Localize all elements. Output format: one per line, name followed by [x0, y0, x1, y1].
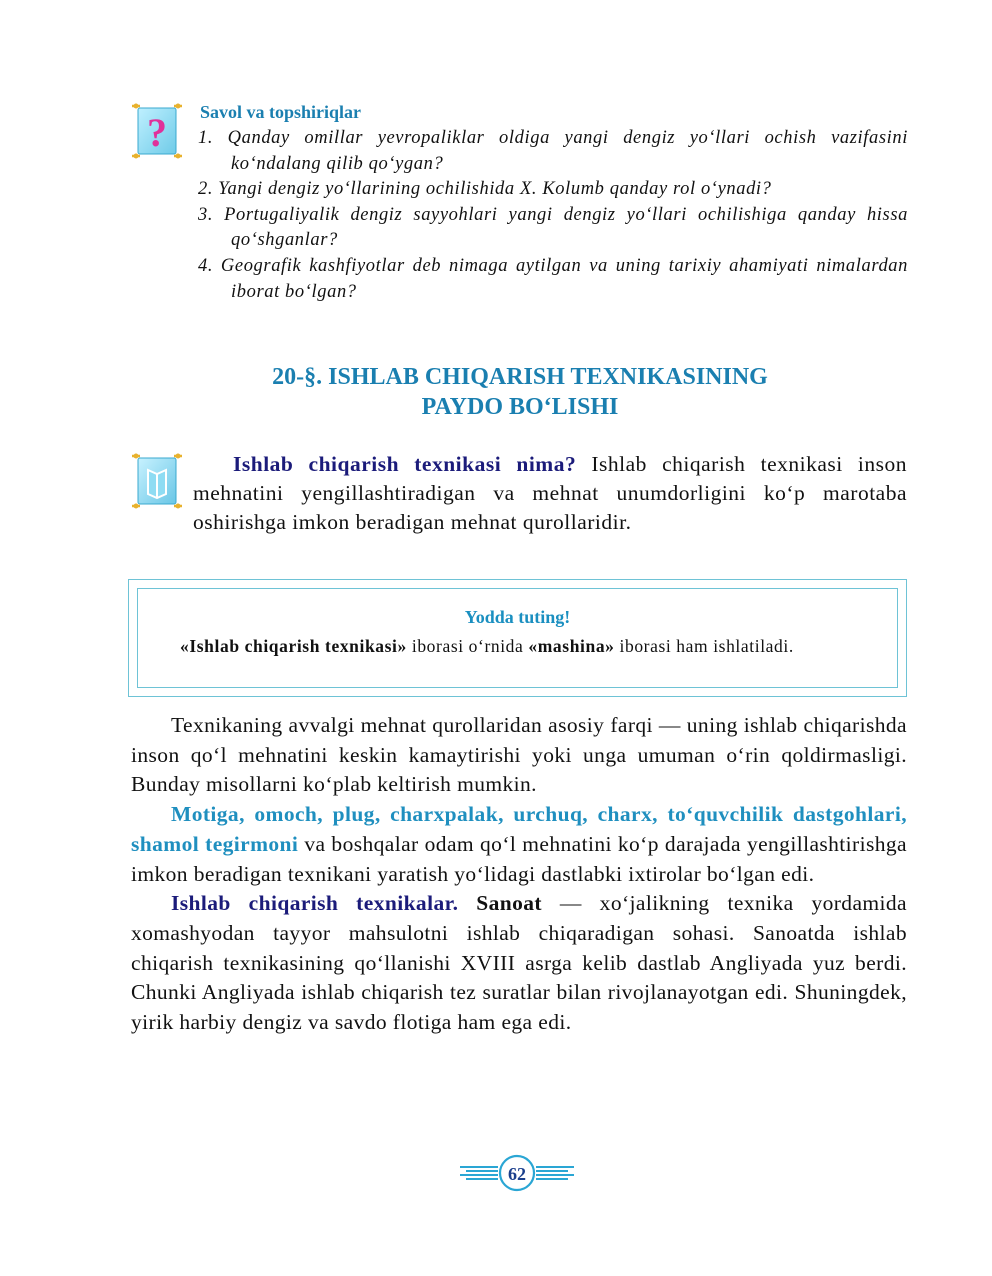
body-text — [131, 711, 907, 1038]
tools-list: Motiga, omoch, plug, charxpalak, urchuq, charx, to‘quvchilik dastgohlari, shamol tegirmoni — [131, 802, 907, 856]
remember-title: Yodda tuting! — [464, 607, 571, 627]
remember-mid: iborasi o‘rnida — [406, 636, 529, 656]
remember-text — [160, 633, 875, 659]
questions-title: Savol va topshiriqlar — [200, 102, 362, 122]
body-paragraph-3 — [131, 889, 907, 1038]
body-paragraph-3-text: — xo‘jalikning texnika yordamida xomashyodan tayyor mahsulotni ishlab chiqaradigan sohasi. Sanoatda ishlab chiqarish texnikasining qo‘llanishi XVIII asrga kelib dastlab Angliyada yuz berdi. Chunki Angliyada ishlab chiqarish tez suratlar bilan rivojlanayotgan edi. Shuningdek, yirik harbiy dengiz va savdo flotiga ham ega edi. — [131, 891, 907, 1035]
questions-list — [198, 126, 908, 305]
body-paragraph-2 — [131, 800, 907, 889]
quote-close: » — [605, 636, 615, 656]
subheading-inline: Ishlab chiqarish texnikalar. — [171, 891, 459, 916]
section-title-line-2: PAYDO BO‘LISHI — [421, 394, 619, 420]
term-sanoat: Sanoat — [476, 891, 542, 916]
remember-term-1: Ishlab chiqarish texnikasi — [189, 636, 398, 656]
book-icon — [128, 450, 186, 512]
intro-paragraph — [193, 450, 907, 537]
question-item: 1. Qanday omillar yevropaliklar oldiga yangi dengiz yo‘llari ochish vazifasini ko‘ndalang qilib qo‘ygan? — [198, 128, 908, 174]
section-title-line-1: 20-§. ISHLAB CHIQARISH TEXNIKASINING — [272, 364, 768, 390]
question-item: 4. Geografik kashfiyotlar deb nimaga aytilgan va uning tarixiy ahamiyati nimalardan iborat bo‘lgan? — [198, 255, 908, 302]
section-title — [140, 362, 900, 422]
quote-close: » — [397, 636, 407, 656]
question-item: 2. Yangi dengiz yo‘llarining ochilishida X. Kolumb qanday rol o‘ynadi? — [198, 179, 772, 200]
intro-text: Ishlab chiqarish texnikasi inson mehnatini yengillashtiradigan va mehnat unumdorligini ko‘p marotaba oshirishga imkon beradigan mehnat qurollaridir. — [193, 452, 907, 534]
question-mark-icon — [128, 100, 186, 162]
page-number-text: 62 — [508, 1164, 526, 1184]
remember-end: iborasi ham ishlatiladi. — [614, 636, 794, 656]
body-paragraph-1: Texnikaning avvalgi mehnat qurollaridan asosiy farqi — uning ishlab chiqarishda inson qo‘l mehnatini keskin kamaytirishi yoki unga umuman o‘rin qoldirmasligi. Bunday misollarni ko‘plab keltirish mumkin. — [131, 713, 907, 797]
page-number — [458, 1154, 576, 1194]
intro-lead: Ishlab chiqarish texnikasi nima? — [233, 452, 577, 476]
remember-box-inner — [137, 588, 898, 688]
svg-text:?: ? — [147, 110, 167, 155]
question-item: 3. Portugaliyalik dengiz sayyohlari yangi dengiz yo‘llari ochilishiga qanday hissa qo‘shganlar? — [198, 204, 908, 251]
body-paragraph-2-text: va boshqalar odam qo‘l mehnatini ko‘p darajada yengillashtirishga imkon beradigan texnikani yaratish yo‘lidagi dastlabki ixtirolar bo‘lgan edi. — [131, 831, 908, 886]
remember-box — [128, 579, 907, 697]
quote-open: « — [180, 636, 190, 656]
remember-term-2: mashina — [537, 636, 606, 656]
quote-open: « — [528, 636, 538, 656]
